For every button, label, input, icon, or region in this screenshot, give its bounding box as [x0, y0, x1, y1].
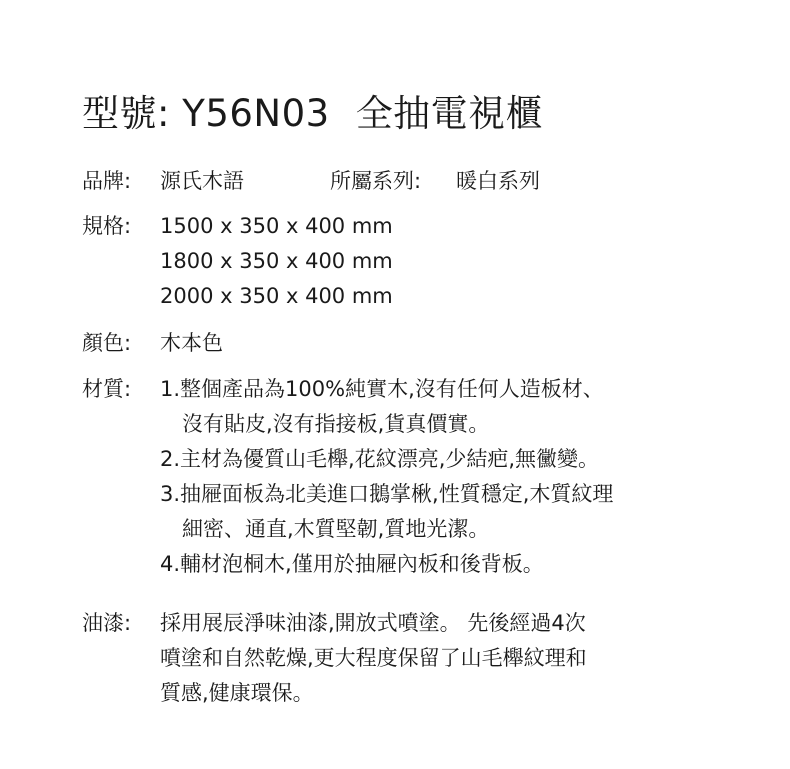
- spec-size: 1800 x 350 x 400 mm: [160, 249, 393, 273]
- material-lines: [160, 372, 613, 582]
- material-line: 細密、通直,木質堅韌,質地光潔。: [182, 517, 490, 541]
- material-line: 沒有貼皮,沒有指接板,貨真價實。: [182, 412, 490, 436]
- paint-line: 質感,健康環保。: [160, 681, 314, 705]
- material-label: 材質:: [82, 377, 132, 401]
- page-title: [82, 92, 543, 136]
- brand-value: 源氏木語: [160, 169, 244, 193]
- model-label: 型號:: [82, 92, 170, 135]
- paint-line: 採用展辰淨味油漆,開放式噴塗。 先後經過4次: [160, 611, 586, 635]
- series-value: 暖白系列: [456, 169, 540, 193]
- product-name: 全抽電視櫃: [355, 92, 544, 135]
- series-label: 所屬系列:: [330, 169, 422, 193]
- spec-sizes: [160, 209, 393, 314]
- color-label: 顏色:: [82, 331, 132, 355]
- paint-label: 油漆:: [82, 611, 132, 635]
- brand-label: 品牌:: [82, 169, 132, 193]
- paint-lines: [160, 606, 587, 711]
- spec-label: 規格:: [82, 214, 132, 238]
- paint-line: 噴塗和自然乾燥,更大程度保留了山毛櫸紋理和: [160, 646, 587, 670]
- spec-size: 1500 x 350 x 400 mm: [160, 214, 393, 238]
- spec-size: 2000 x 350 x 400 mm: [160, 284, 393, 308]
- material-line: 3.抽屜面板為北美進口鵝掌楸,性質穩定,木質紋理: [160, 482, 614, 506]
- material-line: 4.輔材泡桐木,僅用於抽屜內板和後背板。: [160, 552, 544, 576]
- material-line: 2.主材為優質山毛櫸,花紋漂亮,少結疤,無黴變。: [160, 447, 600, 471]
- color-value: 木本色: [160, 331, 223, 355]
- model-number: Y56N03: [182, 92, 330, 135]
- material-line: 1.整個產品為100%純實木,沒有任何人造板材、: [160, 377, 604, 401]
